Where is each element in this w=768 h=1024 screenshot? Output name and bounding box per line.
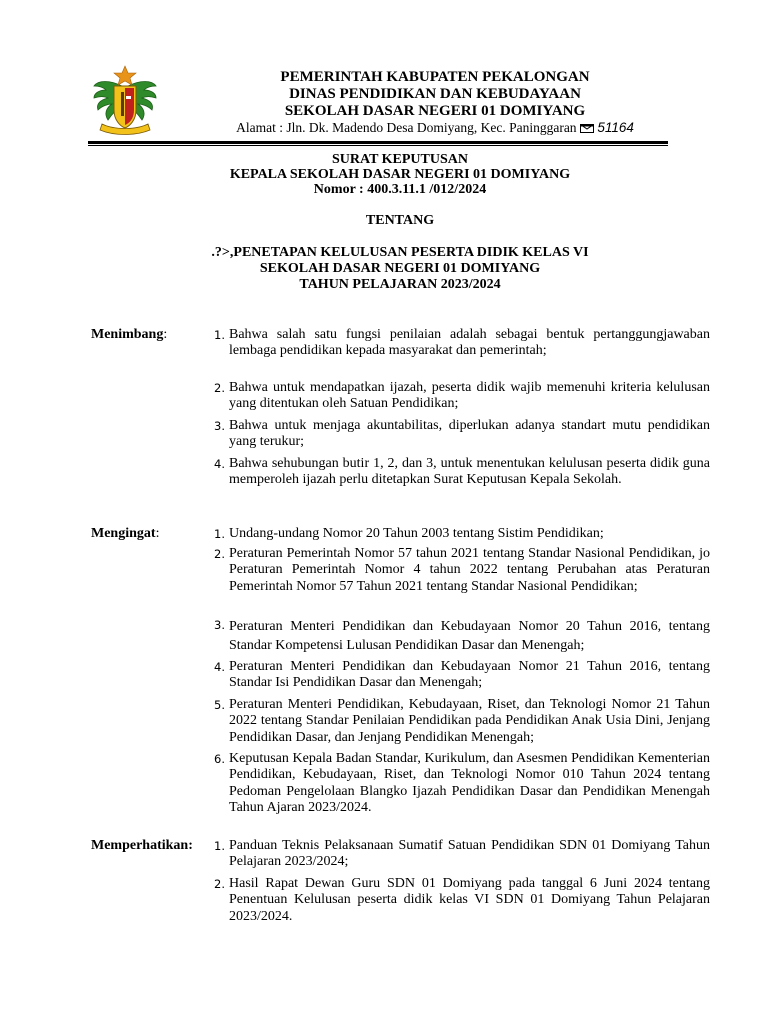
decree-number: Nomor : 400.3.11.1 /012/2024 [313, 182, 487, 197]
decree-issuer: KEPALA SEKOLAH DASAR NEGERI 01 DOMIYANG [229, 167, 571, 182]
letterhead-address [200, 120, 670, 136]
about-heading: TENTANG [365, 213, 435, 228]
letterhead-department: DINAS PENDIDIKAN DAN KEBUDAYAAN [289, 86, 581, 102]
list-item: 3. Peraturan Menteri Pendidikan dan Kebudayaan Nomor 20 Tahun 2016, tentang Standar Kompetensi Lulusan Pendidikan Dasar dan Menengah; [214, 618, 710, 653]
subject-line-2: SEKOLAH DASAR NEGERI 01 DOMIYANG [259, 261, 541, 276]
list-item: 2. Bahwa untuk mendapatkan ijazah, peserta didik wajib memenuhi kriteria kelulusan yang ditentukan oleh Satuan Pendidikan; [214, 380, 710, 412]
regency-emblem-logo [92, 64, 158, 136]
decree-title: SURAT KEPUTUSAN [331, 152, 468, 167]
list-item: 6. Keputusan Kepala Badan Standar, Kurikulum, dan Asesmen Pendidikan Kementerian Pendidikan, Kebudayaan, Riset, dan Teknologi Nomor 010 Tahun 2024 tentang Pedoman Pengelolaan Blangko Ijazah Pendidikan Dasar dan Pendidikan Menengah Tahun Ajaran 2023/2024. [214, 751, 710, 816]
memperhatikan-label: Memperhatikan: [91, 838, 193, 853]
list-item: 1. Undang-undang Nomor 20 Tahun 2003 tentang Sistim Pendidikan; [214, 526, 604, 541]
envelope-icon [580, 120, 597, 135]
subject-line-1: .?>,PENETAPAN KELULUSAN PESERTA DIDIK KELAS VI [211, 245, 589, 260]
letterhead-divider-thick [88, 141, 668, 144]
postal-code: 51164 [597, 120, 634, 135]
menimbang-label: Menimbang: [91, 327, 168, 342]
list-item: 3. Bahwa untuk menjaga akuntabilitas, diperlukan adanya standart mutu pendidikan yang terukur; [214, 418, 710, 450]
list-item: 1. Bahwa salah satu fungsi penilaian adalah sebagai bentuk pertanggungjawaban lembaga pendidikan kepada masyarakat dan pemerintah; [214, 327, 710, 359]
letterhead-divider-thin [88, 145, 668, 146]
list-item: 2. Peraturan Pemerintah Nomor 57 tahun 2021 tentang Standar Nasional Pendidikan, jo Peraturan Pemerintah Nomor 4 tahun 2022 tentang Perubahan atas Peraturan Pemerintah Nomor 57 Tahun 2021 tentang Standar Nasional Pendidikan; [214, 546, 710, 594]
list-item: 4. Bahwa sehubungan butir 1, 2, dan 3, untuk menentukan kelulusan peserta didik guna memperoleh ijazah perlu ditetapkan Surat Keputusan Kepala Sekolah. [214, 456, 710, 488]
letterhead-government: PEMERINTAH KABUPATEN PEKALONGAN [280, 69, 590, 85]
list-item: 5. Peraturan Menteri Pendidikan, Kebudayaan, Riset, dan Teknologi Nomor 21 Tahun 2022 tentang Standar Penilaian Pendidikan pada Pendidikan Anak Usia Dini, Jenjang Pendidikan Dasar, dan Jenjang Pendidikan Menengah; [214, 697, 710, 745]
address-text: Alamat : Jln. Dk. Madendo Desa Domiyang, Kec. Paninggaran [236, 120, 577, 135]
mengingat-label: Mengingat: [91, 526, 160, 541]
list-item: 1. Panduan Teknis Pelaksanaan Sumatif Satuan Pendidikan SDN 01 Domiyang Tahun Pelajaran 2023/2024; [214, 838, 710, 870]
letterhead-school: SEKOLAH DASAR NEGERI 01 DOMIYANG [284, 103, 586, 119]
list-item: 2. Hasil Rapat Dewan Guru SDN 01 Domiyang pada tanggal 6 Juni 2024 tentang Penentuan Kelulusan peserta didik kelas VI SDN 01 Domiyang Tahun Pelajaran 2023/2024. [214, 876, 710, 924]
subject-line-3: TAHUN PELAJARAN 2023/2024 [299, 277, 501, 292]
list-item: 4. Peraturan Menteri Pendidikan dan Kebudayaan Nomor 21 Tahun 2016, tentang Standar Isi Pendidikan Dasar dan Menengah; [214, 659, 710, 691]
